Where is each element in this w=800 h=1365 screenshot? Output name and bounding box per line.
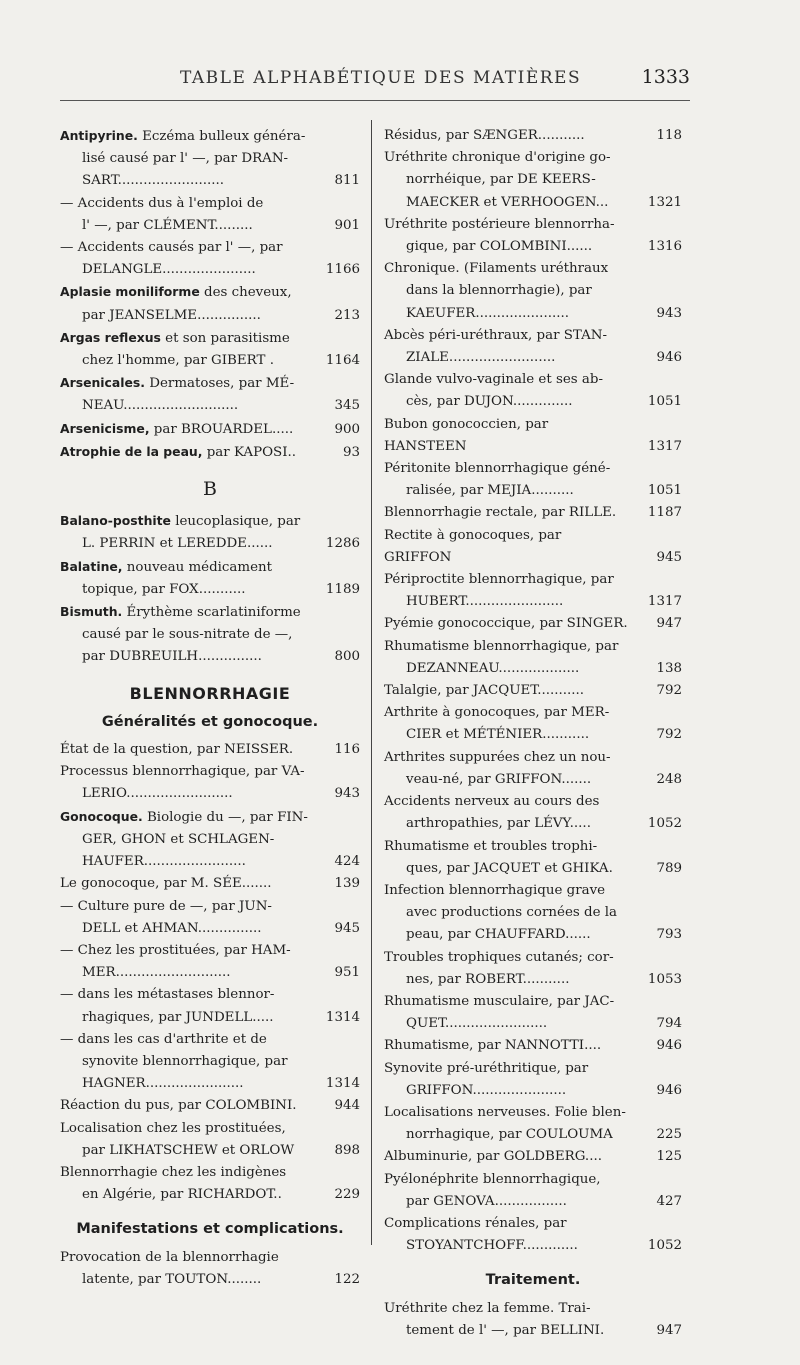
index-entry <box>384 258 682 325</box>
index-entry <box>60 193 360 237</box>
entry-line: — Chez les prostituées, par HAM- <box>60 942 291 958</box>
entry-line: Péritonite blennorrhagique géné- <box>384 461 611 477</box>
index-entry <box>384 836 682 880</box>
entry-line: — Accidents dus à l'emploi de <box>60 195 264 211</box>
entry-line: Blennorrhagie chez les indigènes <box>60 1164 287 1180</box>
entry-line: Localisation chez les prostituées, <box>60 1120 286 1136</box>
entry-line: Périproctite blennorrhagique, par <box>384 572 614 588</box>
entry-line: lisé causé par l' —, par DRAN- <box>82 151 289 167</box>
entry-line: Arthrites suppurées chez un nou- <box>384 749 611 765</box>
subsection-manifestations: Manifestations et complications. <box>76 1221 344 1238</box>
index-entry <box>384 1298 682 1342</box>
entry-page-ref: 800 <box>334 649 360 665</box>
entry-page-ref: 811 <box>334 173 360 189</box>
entry-page-ref: 789 <box>656 860 682 876</box>
entry-line: GRIFFON...................... 946 <box>384 1080 682 1102</box>
entry-page-ref: 116 <box>334 742 360 758</box>
entry-line: L. PERRIN et LEREDDE...... 1286 <box>60 533 360 555</box>
entry-line: Localisations nerveuses. Folie blen- <box>384 1104 626 1120</box>
index-entry <box>60 1162 360 1206</box>
entry-line: Rhumatisme blennorrhagique, par <box>384 638 619 654</box>
index-entry <box>384 702 682 746</box>
entry-line: par GENOVA................. 427 <box>384 1191 682 1213</box>
index-entry <box>384 325 682 369</box>
entry-page-ref: 900 <box>334 421 360 437</box>
entry-line: nes, par ROBERT........... 1053 <box>384 969 682 991</box>
index-entry <box>384 569 682 613</box>
entry-line: Rhumatisme, par NANNOTTI.... 946 <box>384 1035 682 1057</box>
entry-line: dans la blennorrhagie), par <box>406 283 592 299</box>
entry-line: Bubon gonococcien, par HANSTEEN 1317 <box>384 414 682 458</box>
entry-line: DELL et AHMAN............... 945 <box>60 918 360 940</box>
entry-line: Infection blennorrhagique grave <box>384 882 606 898</box>
entry-heading: Aplasie moniliforme <box>60 284 200 300</box>
entry-page-ref: 1187 <box>647 505 682 521</box>
entry-line: Albuminurie, par GOLDBERG.... 125 <box>384 1146 682 1168</box>
entry-page-ref: 793 <box>656 927 682 943</box>
entry-line: HAGNER....................... 1314 <box>60 1073 360 1095</box>
entry-page-ref: 1052 <box>647 816 682 832</box>
entry-line: Arsenicales. Dermatoses, par MÉ- <box>60 375 295 392</box>
entry-line: — Culture pure de —, par JUN- <box>60 898 272 914</box>
index-entry <box>60 418 360 441</box>
entry-page-ref: 1189 <box>325 581 360 597</box>
index-entry <box>60 1118 360 1162</box>
letter-b-heading: B <box>203 478 217 501</box>
entry-page-ref: 229 <box>334 1187 360 1203</box>
entry-line: LERIO......................... 943 <box>60 783 360 805</box>
entry-line: chez l'homme, par GIBERT . 1164 <box>60 350 360 372</box>
entry-line: MER........................... 951 <box>60 962 360 984</box>
index-entry <box>60 327 360 372</box>
entry-heading: Balano-posthite <box>60 513 171 529</box>
page-number: 1333 <box>641 66 690 88</box>
entry-line: — dans les cas d'arthrite et de <box>60 1031 267 1047</box>
entry-line: Antipyrine. Eczéma bulleux généra- <box>60 128 306 144</box>
entry-line: GER, GHON et SCHLAGEN- <box>82 831 275 847</box>
entry-line: Processus blennorrhagique, par VA- <box>60 764 305 780</box>
entry-page-ref: 946 <box>656 350 682 366</box>
entry-line: Bismuth. Érythème scarlatiniforme <box>60 604 301 621</box>
index-entry <box>60 873 360 895</box>
index-entry <box>384 680 682 702</box>
entry-page-ref: 118 <box>656 128 682 143</box>
index-entry <box>60 281 360 326</box>
index-entry <box>384 214 682 258</box>
entry-page-ref: 1051 <box>647 394 682 410</box>
index-entry <box>60 372 360 417</box>
entry-heading: Balatine, <box>60 558 123 574</box>
entries-generalites <box>60 739 360 1206</box>
entry-line: ZIALE......................... 946 <box>384 347 682 369</box>
entry-line: l' —, par CLÉMENT......... 901 <box>60 215 360 237</box>
entry-line: rhagiques, par JUNDELL..... 1314 <box>60 1007 360 1029</box>
entry-page-ref: 901 <box>334 217 360 233</box>
entry-line: Balano-posthite leucoplasique, par <box>60 513 301 530</box>
index-entry <box>384 791 682 835</box>
entry-heading: Antipyrine. <box>60 128 138 143</box>
index-entry <box>384 369 682 413</box>
entry-line: Le gonocoque, par M. SÉE....... 139 <box>60 873 360 895</box>
index-entry <box>384 1058 682 1102</box>
running-header <box>60 60 690 101</box>
entry-line: tement de l' —, par BELLINI. 947 <box>384 1320 682 1342</box>
entry-page-ref: 225 <box>656 1127 682 1143</box>
index-entry <box>60 940 360 984</box>
index-entry <box>60 739 360 761</box>
entry-page-ref: 427 <box>656 1193 682 1209</box>
entry-line: synovite blennorrhagique, par <box>82 1053 288 1069</box>
entry-heading: Bismuth. <box>60 604 123 620</box>
entry-page-ref: 1316 <box>647 239 682 255</box>
entry-line: Argas reflexus et son parasitisme <box>60 329 290 346</box>
entry-heading: Arsenicales. <box>60 375 145 391</box>
entry-line: NEAU........................... 345 <box>60 395 360 417</box>
entry-line: Uréthrite postérieure blennorrha- <box>384 216 615 232</box>
entry-line: CIER et MÉTÉNIER........... 792 <box>384 724 682 746</box>
entry-page-ref: 1053 <box>647 971 682 987</box>
index-entry <box>60 761 360 805</box>
entry-line: Chronique. (Filaments uréthraux <box>384 261 609 277</box>
entry-line: Blennorrhagie rectale, par RILLE. 1187 <box>384 502 682 524</box>
index-entry <box>60 1029 360 1096</box>
index-entry <box>60 510 360 555</box>
index-entry <box>60 896 360 940</box>
entry-line: — Accidents causés par l' —, par <box>60 240 283 256</box>
index-entry <box>384 525 682 569</box>
index-entry <box>384 613 682 635</box>
entry-page-ref: 947 <box>656 1322 682 1338</box>
index-entry <box>60 1247 360 1291</box>
entry-page-ref: 1286 <box>325 536 360 552</box>
entry-line: Accidents nerveux au cours des <box>384 794 600 810</box>
entry-line: gique, par COLOMBINI...... 1316 <box>384 236 682 258</box>
entry-heading: Arsenicisme, <box>60 420 150 436</box>
entry-line: Arthrite à gonocoques, par MER- <box>384 705 610 721</box>
index-entry <box>384 747 682 791</box>
entries-a <box>60 125 360 464</box>
index-entry <box>384 414 682 458</box>
entry-line: cès, par DUJON.............. 1051 <box>384 391 682 413</box>
index-entry <box>60 125 360 193</box>
entry-line: Balatine, nouveau médicament <box>60 558 273 575</box>
entry-page-ref: 125 <box>656 1149 682 1165</box>
index-entry <box>384 947 682 991</box>
index-entry <box>384 502 682 524</box>
entry-line: Glande vulvo-vaginale et ses ab- <box>384 372 604 388</box>
entry-heading: Argas reflexus <box>60 329 161 345</box>
index-entry <box>384 1213 682 1257</box>
entry-line: veau-né, par GRIFFON....... 248 <box>384 769 682 791</box>
entry-heading: Gonocoque. <box>60 808 143 824</box>
entry-line: DELANGLE...................... 1166 <box>60 259 360 281</box>
entry-line: Arsenicisme, par BROUARDEL..... 900 <box>60 418 360 441</box>
entry-page-ref: 944 <box>334 1098 360 1114</box>
entry-line: par DUBREUILH............... 800 <box>60 646 360 668</box>
entry-line: latente, par TOUTON........ 122 <box>60 1269 360 1291</box>
entry-line: par JEANSELME............... 213 <box>60 305 360 327</box>
index-entry <box>384 1169 682 1213</box>
entry-line: Provocation de la blennorrhagie <box>60 1249 279 1265</box>
index-entry <box>60 237 360 281</box>
entry-line: SART......................... 811 <box>60 170 360 192</box>
index-entry <box>384 1035 682 1057</box>
entry-page-ref: 1317 <box>647 594 682 610</box>
entry-line: Uréthrite chez la femme. Trai- <box>384 1300 591 1316</box>
index-entry <box>384 1102 682 1146</box>
entry-line: peau, par CHAUFFARD...... 793 <box>384 924 682 946</box>
entry-page-ref: 946 <box>656 1038 682 1054</box>
entry-page-ref: 943 <box>334 786 360 802</box>
index-entry <box>60 601 360 669</box>
section-blennorrhagie: BLENNORRHAGIE <box>129 683 291 703</box>
entry-page-ref: 1317 <box>647 438 682 454</box>
index-entry <box>384 991 682 1035</box>
entry-line: en Algérie, par RICHARDOT.. 229 <box>60 1184 360 1206</box>
entry-page-ref: 898 <box>334 1142 360 1158</box>
entry-line: DEZANNEAU................... 138 <box>384 658 682 680</box>
entry-line: Résidus, par SÆNGER........... 118 <box>384 125 682 147</box>
entry-line: ques, par JACQUET et GHIKA. 789 <box>384 858 682 880</box>
entry-page-ref: 248 <box>656 771 682 787</box>
index-entry <box>60 984 360 1028</box>
entry-line: QUET........................ 794 <box>384 1013 682 1035</box>
entry-page-ref: 1314 <box>325 1009 360 1025</box>
entry-line: avec productions cornées de la <box>406 905 618 921</box>
subsection-generalites: Généralités et gonocoque. <box>101 713 319 730</box>
entry-page-ref: 792 <box>656 683 682 699</box>
subsection-traitement: Traitement. <box>485 1272 581 1289</box>
entry-line: Atrophie de la peau, par KAPOSI.. 93 <box>60 441 360 464</box>
entry-line: Synovite pré-uréthritique, par <box>384 1060 589 1076</box>
entry-line: Pyémie gonococcique, par SINGER. 947 <box>384 613 682 635</box>
entries-right <box>384 125 682 1257</box>
entry-line: HUBERT....................... 1317 <box>384 591 682 613</box>
entry-heading: Atrophie de la peau, <box>60 443 203 459</box>
entry-line: topique, par FOX........... 1189 <box>60 579 360 601</box>
index-entry <box>60 1095 360 1117</box>
column-divider <box>371 120 372 1245</box>
entry-page-ref: 792 <box>656 727 682 743</box>
entry-line: — dans les métastases blennor- <box>60 987 275 1003</box>
right-column <box>384 125 682 1342</box>
index-entry <box>384 1146 682 1168</box>
index-entry <box>384 880 682 947</box>
entry-page-ref: 945 <box>334 920 360 936</box>
entry-line: Uréthrite chronique d'origine go- <box>384 150 611 166</box>
entry-line: Rectite à gonocoques, par GRIFFON 945 <box>384 525 682 569</box>
entry-line: Aplasie moniliforme des cheveux, <box>60 284 292 301</box>
entry-page-ref: 345 <box>334 398 360 414</box>
entry-page-ref: 213 <box>334 307 360 323</box>
entry-page-ref: 122 <box>334 1271 360 1287</box>
entries-manifestations <box>60 1247 360 1291</box>
index-entry <box>384 125 682 147</box>
entry-page-ref: 138 <box>656 660 682 676</box>
entry-page-ref: 794 <box>656 1016 682 1032</box>
entry-line: KAEUFER...................... 943 <box>384 303 682 325</box>
left-column <box>60 125 360 1291</box>
entry-page-ref: 139 <box>334 876 360 892</box>
entry-line: par LIKHATSCHEW et ORLOW 898 <box>60 1140 360 1162</box>
entry-line: Réaction du pus, par COLOMBINI. 944 <box>60 1095 360 1117</box>
entry-line: Troubles trophiques cutanés; cor- <box>384 949 614 965</box>
entry-line: Gonocoque. Biologie du —, par FIN- <box>60 808 308 825</box>
entry-line: MAECKER et VERHOOGEN... 1321 <box>384 192 682 214</box>
entry-page-ref: 943 <box>656 305 682 321</box>
entries-b <box>60 510 360 668</box>
entry-page-ref: 945 <box>656 549 682 565</box>
entry-page-ref: 1321 <box>647 194 682 210</box>
entry-line: norrhagique, par COULOUMA 225 <box>384 1124 682 1146</box>
entry-line: norrhéique, par DE KEERS- <box>406 172 596 188</box>
entry-page-ref: 1166 <box>325 262 360 278</box>
entry-line: HAUFER........................ 424 <box>60 851 360 873</box>
entry-line: Talalgie, par JACQUET........... 792 <box>384 680 682 702</box>
entry-page-ref: 1051 <box>647 483 682 499</box>
index-entry <box>384 636 682 680</box>
index-entry <box>60 441 360 464</box>
entry-page-ref: 946 <box>656 1082 682 1098</box>
entry-page-ref: 1164 <box>325 353 360 369</box>
index-entry <box>384 458 682 502</box>
entry-page-ref: 93 <box>342 444 360 460</box>
entry-line: Rhumatisme musculaire, par JAC- <box>384 993 615 1009</box>
entry-line: Abcès péri-uréthraux, par STAN- <box>384 327 608 343</box>
entry-line: Pyélonéphrite blennorrhagique, <box>384 1171 601 1187</box>
entry-line: Rhumatisme et troubles trophi- <box>384 838 598 854</box>
entry-page-ref: 424 <box>334 854 360 870</box>
entry-page-ref: 1052 <box>647 1238 682 1254</box>
entry-line: causé par le sous-nitrate de —, <box>82 627 293 643</box>
header-title: TABLE ALPHABÉTIQUE DES MATIÈRES <box>180 68 582 88</box>
entry-line: Complications rénales, par <box>384 1215 567 1231</box>
entries-traitement <box>384 1298 682 1342</box>
index-entry <box>384 147 682 214</box>
entry-page-ref: 947 <box>656 616 682 632</box>
entry-line: ralisée, par MEJIA.......... 1051 <box>384 480 682 502</box>
entry-line: État de la question, par NEISSER. 116 <box>60 739 360 761</box>
entry-line: arthropathies, par LÉVY..... 1052 <box>384 813 682 835</box>
index-entry <box>60 556 360 601</box>
index-entry <box>60 806 360 874</box>
entry-page-ref: 1314 <box>325 1076 360 1092</box>
entry-line: STOYANTCHOFF............. 1052 <box>384 1235 682 1257</box>
entry-page-ref: 951 <box>334 965 360 981</box>
